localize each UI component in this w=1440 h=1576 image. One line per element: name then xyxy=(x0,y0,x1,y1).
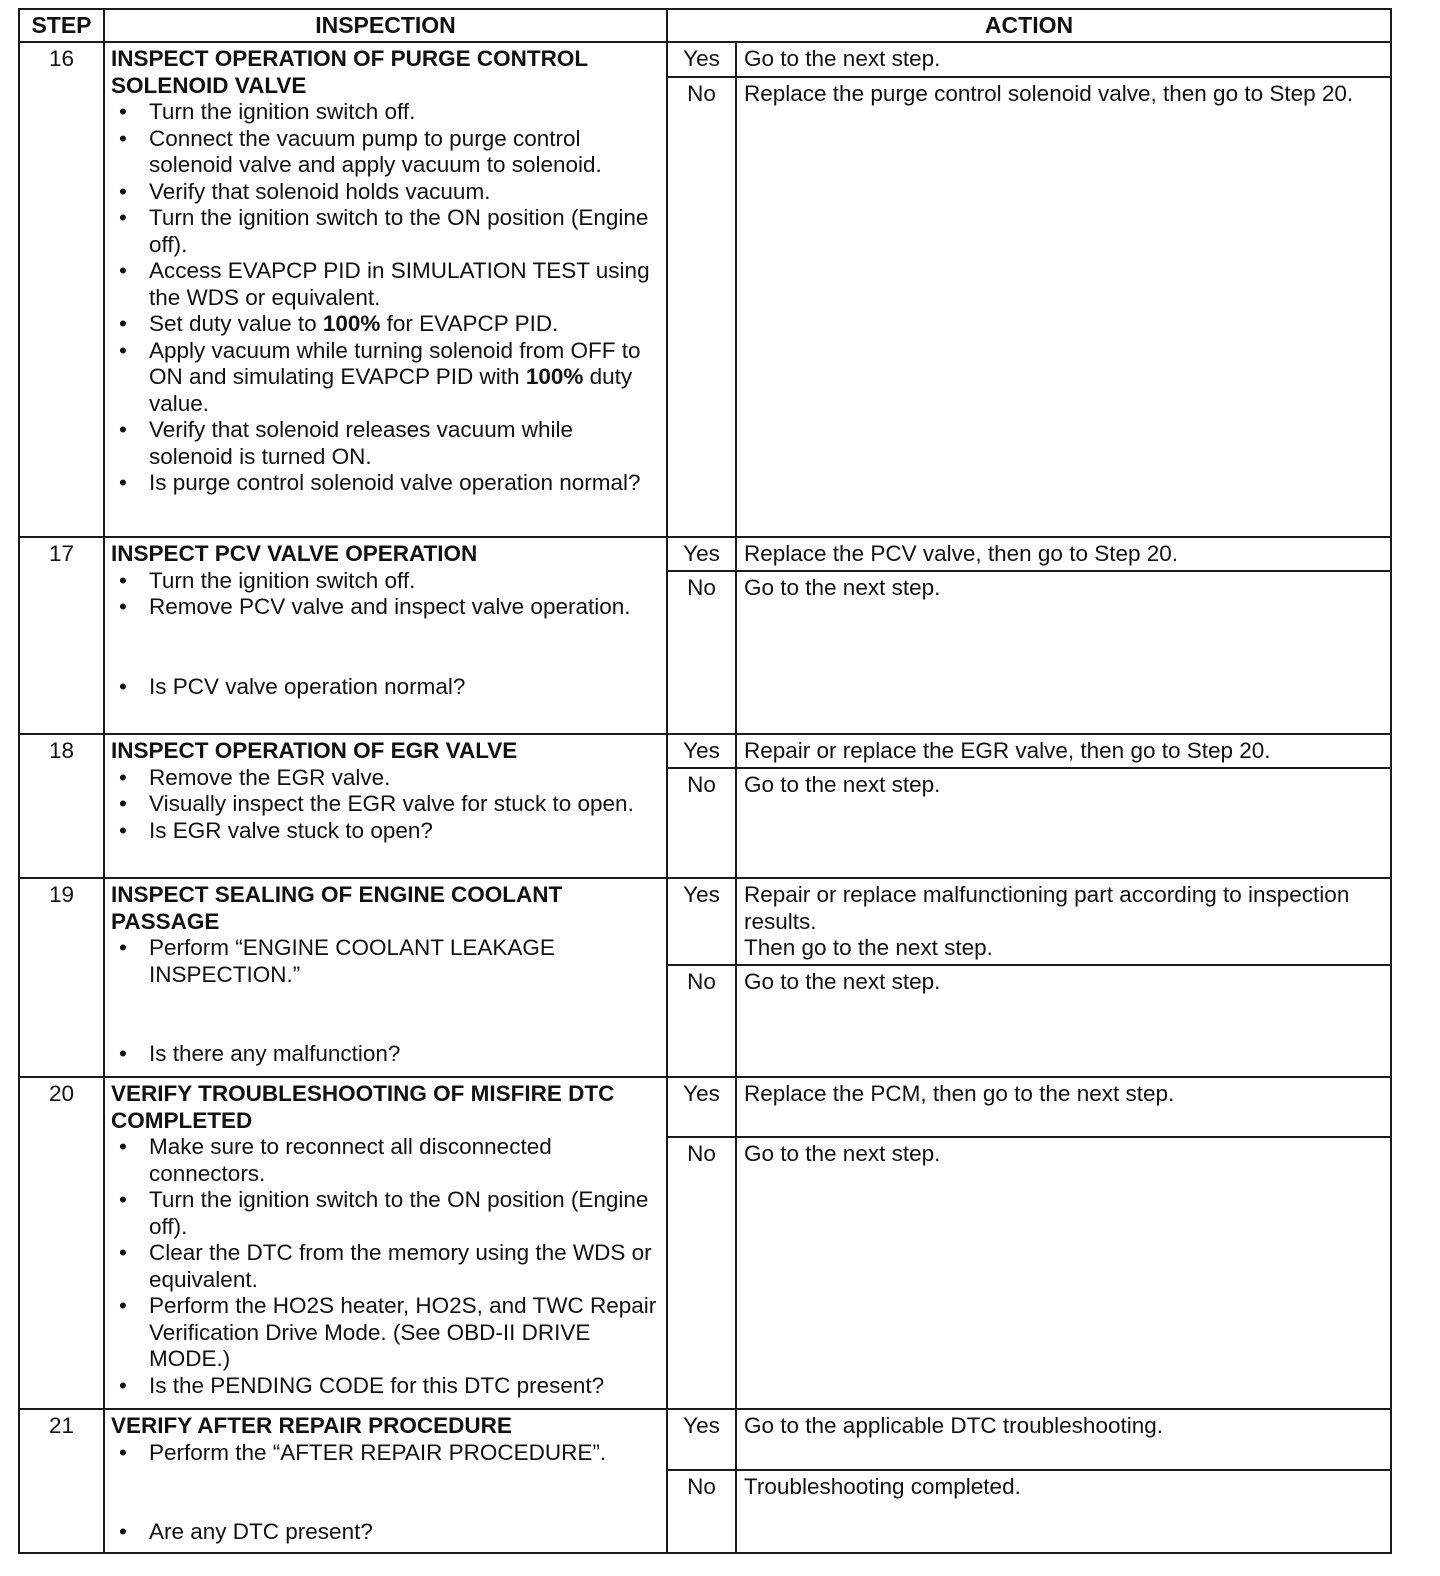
inspection-title: VERIFY TROUBLESHOOTING OF MISFIRE DTC COMPLETED xyxy=(111,1081,615,1133)
inspection-bullet: • Make sure to reconnect all disconnected connectors. xyxy=(111,1134,660,1187)
inspection-bullet: • Verify that solenoid holds vacuum. xyxy=(111,179,660,206)
yes-action-line: Then go to the next step. xyxy=(744,935,993,960)
inspection-bullet: • Turn the ignition switch off. xyxy=(111,99,660,126)
inspection-bullets xyxy=(111,1440,660,1546)
inspection-bullet: • Perform the HO2S heater, HO2S, and TWC Repair Verification Drive Mode. (See OBD-II DRIVE MODE.) xyxy=(111,1293,660,1373)
yes-label: Yes xyxy=(667,42,736,77)
yes-label: Yes xyxy=(667,537,736,571)
inspection-bullets xyxy=(111,99,660,497)
table-row xyxy=(19,734,1391,768)
yes-action: Go to the next step. xyxy=(736,42,1391,77)
no-label: No xyxy=(667,965,736,1077)
inspection-bullets xyxy=(111,568,660,701)
no-action: Troubleshooting completed. xyxy=(736,1470,1391,1553)
inspection-bullet: • Remove the EGR valve. xyxy=(111,765,660,792)
inspection-bullets xyxy=(111,765,660,845)
yes-action: Repair or replace the EGR valve, then go to Step 20. xyxy=(736,734,1391,768)
inspection-title: INSPECT OPERATION OF EGR VALVE xyxy=(111,738,518,763)
no-label: No xyxy=(667,1137,736,1409)
inspection-bullet: • Apply vacuum while turning solenoid from OFF to ON and simulating EVAPCP PID with 100% duty value. xyxy=(111,338,660,418)
inspection-bullet: • Perform the “AFTER REPAIR PROCEDURE”. xyxy=(111,1440,660,1467)
inspection-title: VERIFY AFTER REPAIR PROCEDURE xyxy=(111,1413,512,1438)
inspection-title: INSPECT PCV VALVE OPERATION xyxy=(111,541,478,566)
inspection-cell xyxy=(104,1077,667,1409)
header-step: STEP xyxy=(19,9,104,42)
inspection-bullet: • Connect the vacuum pump to purge control solenoid valve and apply vacuum to solenoid. xyxy=(111,126,660,179)
table-row xyxy=(19,878,1391,965)
inspection-title: INSPECT OPERATION OF PURGE CONTROL SOLENOID VALVE xyxy=(111,46,588,98)
yes-action: Replace the PCM, then go to the next step. xyxy=(736,1077,1391,1137)
inspection-bullet: • Perform “ENGINE COOLANT LEAKAGE INSPECTION.” xyxy=(111,935,660,988)
no-action: Go to the next step. xyxy=(736,965,1391,1077)
inspection-bullet: • Verify that solenoid releases vacuum while solenoid is turned ON. xyxy=(111,417,660,470)
inspection-bullet: • Set duty value to 100% for EVAPCP PID. xyxy=(111,311,660,338)
inspection-cell xyxy=(104,734,667,878)
inspection-bullet: • Clear the DTC from the memory using the WDS or equivalent. xyxy=(111,1240,660,1293)
no-label: No xyxy=(667,77,736,537)
step-number: 19 xyxy=(19,878,104,1077)
inspection-question: • Is there any malfunction? xyxy=(111,1041,660,1068)
header-inspection: INSPECTION xyxy=(104,9,667,42)
step-number: 18 xyxy=(19,734,104,878)
yes-label: Yes xyxy=(667,1409,736,1470)
table-row xyxy=(19,42,1391,77)
no-label: No xyxy=(667,571,736,734)
inspection-cell xyxy=(104,1409,667,1553)
table-row xyxy=(19,537,1391,571)
inspection-bullets xyxy=(111,935,660,1068)
step-number: 16 xyxy=(19,42,104,537)
troubleshooting-page xyxy=(18,8,1390,1554)
yes-label: Yes xyxy=(667,734,736,768)
no-action: Replace the purge control solenoid valve, then go to Step 20. xyxy=(736,77,1391,537)
yes-label: Yes xyxy=(667,1077,736,1137)
header-action: ACTION xyxy=(667,9,1391,42)
inspection-bullet: • Turn the ignition switch off. xyxy=(111,568,660,595)
inspection-cell xyxy=(104,537,667,734)
inspection-question: • Is EGR valve stuck to open? xyxy=(111,818,660,845)
yes-action xyxy=(736,878,1391,965)
no-action: Go to the next step. xyxy=(736,1137,1391,1409)
inspection-bullet: • Remove PCV valve and inspect valve operation. xyxy=(111,594,660,621)
inspection-bullet: • Turn the ignition switch to the ON position (Engine off). xyxy=(111,1187,660,1240)
inspection-cell xyxy=(104,878,667,1077)
inspection-question: • Are any DTC present? xyxy=(111,1519,660,1546)
yes-action: Go to the applicable DTC troubleshooting. xyxy=(736,1409,1391,1470)
step-number: 20 xyxy=(19,1077,104,1409)
inspection-title: INSPECT SEALING OF ENGINE COOLANT PASSAGE xyxy=(111,882,563,934)
inspection-bullet: • Access EVAPCP PID in SIMULATION TEST using the WDS or equivalent. xyxy=(111,258,660,311)
inspection-bullet: • Turn the ignition switch to the ON position (Engine off). xyxy=(111,205,660,258)
table-row xyxy=(19,1409,1391,1470)
inspection-bullets xyxy=(111,1134,660,1399)
step-number: 17 xyxy=(19,537,104,734)
no-action: Go to the next step. xyxy=(736,768,1391,878)
troubleshooting-table xyxy=(18,8,1392,1554)
inspection-question: • Is purge control solenoid valve operation normal? xyxy=(111,470,660,497)
inspection-question: • Is PCV valve operation normal? xyxy=(111,674,660,701)
table-row xyxy=(19,1077,1391,1137)
no-label: No xyxy=(667,768,736,878)
yes-label: Yes xyxy=(667,878,736,965)
table-header-row xyxy=(19,9,1391,42)
inspection-question: • Is the PENDING CODE for this DTC present? xyxy=(111,1373,660,1400)
yes-action: Replace the PCV valve, then go to Step 20. xyxy=(736,537,1391,571)
no-label: No xyxy=(667,1470,736,1553)
yes-action-line: Repair or replace malfunctioning part according to inspection results. xyxy=(744,882,1350,934)
step-number: 21 xyxy=(19,1409,104,1553)
inspection-bullet: • Visually inspect the EGR valve for stuck to open. xyxy=(111,791,660,818)
no-action: Go to the next step. xyxy=(736,571,1391,734)
inspection-cell xyxy=(104,42,667,537)
